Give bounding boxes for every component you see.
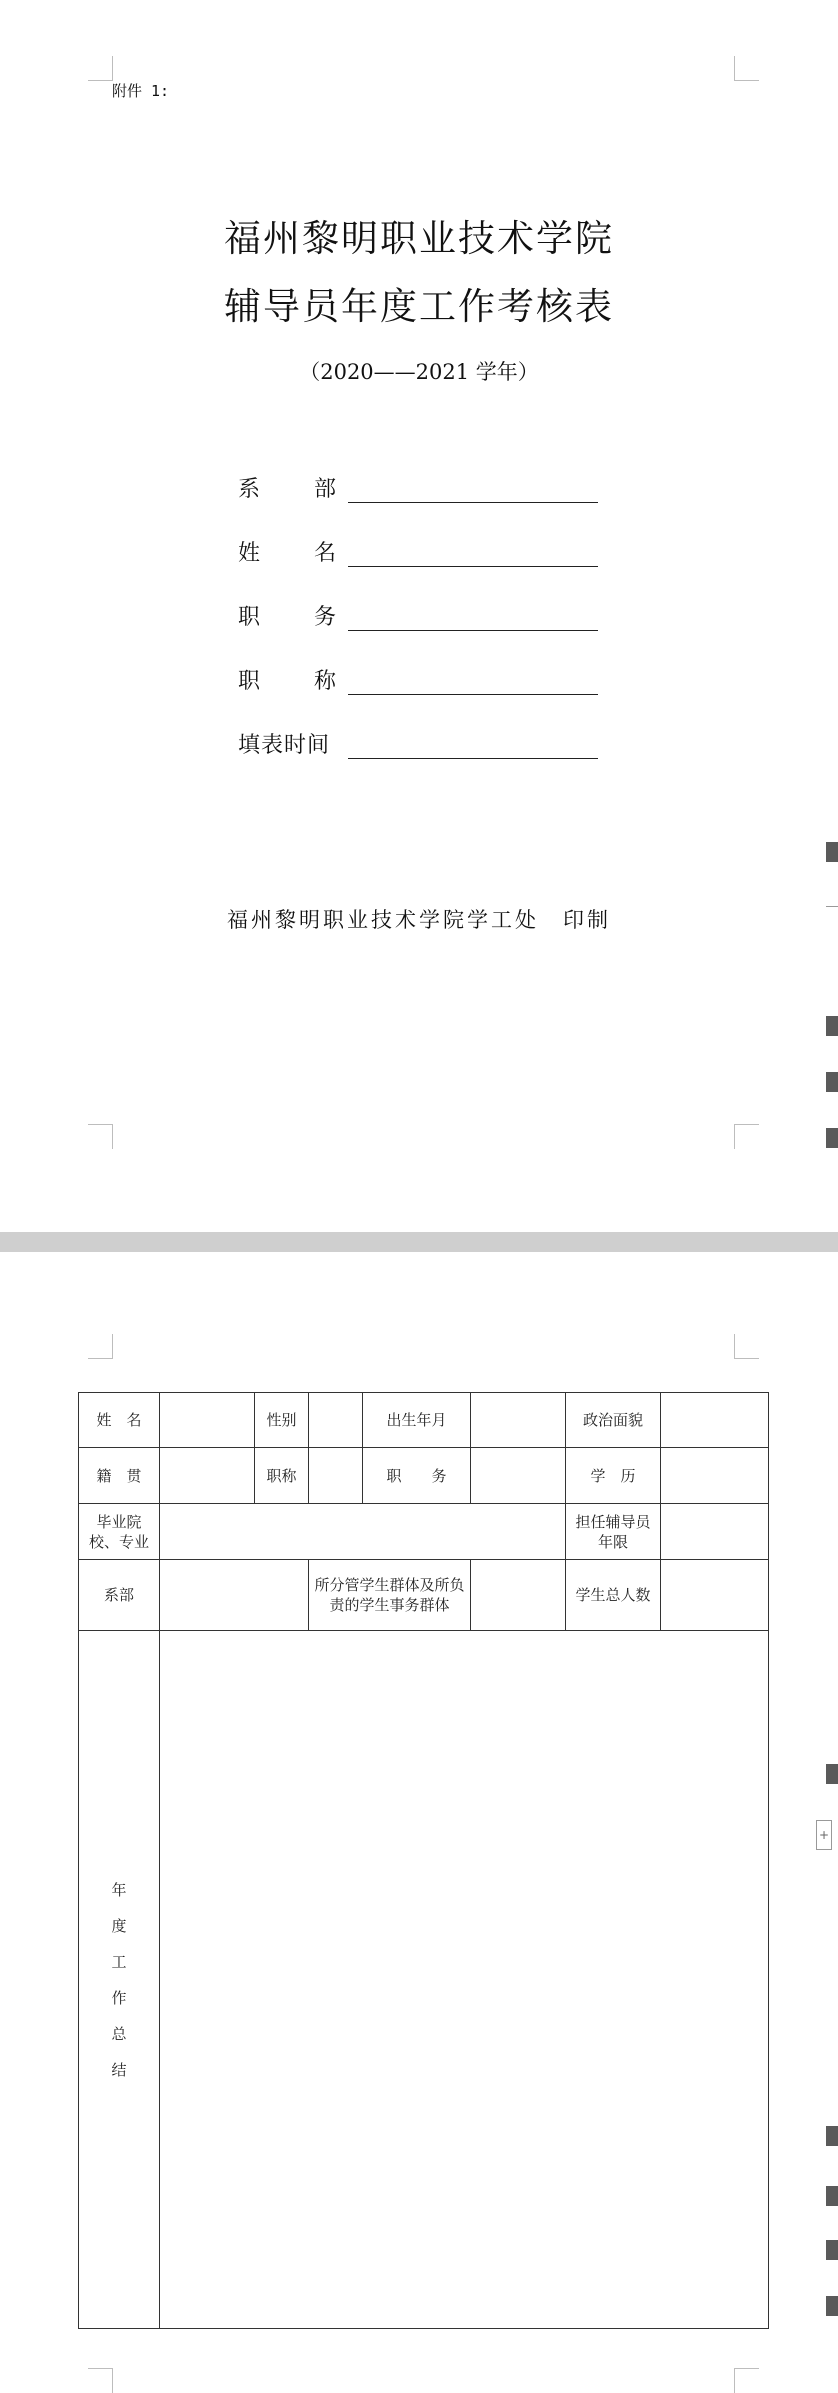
table-row — [79, 1504, 769, 1560]
title-school: 福州黎明职业技术学院 — [224, 217, 614, 260]
summary-input-area[interactable] — [160, 1631, 769, 2329]
scroll-marker — [826, 842, 838, 862]
expand-button[interactable]: + — [816, 1820, 832, 1850]
label-title: 职称 — [255, 1448, 309, 1504]
margin-corner — [88, 2368, 113, 2393]
input-cell[interactable] — [160, 1504, 566, 1560]
fill-line[interactable] — [348, 566, 598, 567]
assessment-table — [78, 1392, 769, 2329]
label-political: 政治面貌 — [566, 1393, 661, 1448]
input-cell[interactable] — [661, 1504, 769, 1560]
scroll-marker — [826, 1128, 838, 1148]
input-cell[interactable] — [160, 1448, 255, 1504]
table-row — [79, 1448, 769, 1504]
attachment-label: 附件 1: — [112, 82, 170, 100]
label-position: 职 务 — [363, 1448, 471, 1504]
label-school: 毕业院校、专业 — [79, 1504, 160, 1560]
title-form: 辅导员年度工作考核表 — [224, 285, 614, 328]
margin-corner — [88, 56, 113, 81]
margin-corner — [734, 2368, 759, 2393]
scroll-marker — [826, 2186, 838, 2206]
scroll-marker — [826, 1016, 838, 1036]
input-cell[interactable] — [309, 1448, 363, 1504]
label-dept: 系部 — [79, 1560, 160, 1631]
scroll-marker — [826, 2240, 838, 2260]
scroll-marker — [826, 2126, 838, 2146]
scroll-marker — [826, 906, 838, 907]
margin-corner — [88, 1124, 113, 1149]
input-cell[interactable] — [661, 1560, 769, 1631]
input-cell[interactable] — [471, 1393, 566, 1448]
label-education: 学 历 — [566, 1448, 661, 1504]
input-cell[interactable] — [661, 1393, 769, 1448]
table-row — [79, 1560, 769, 1631]
academic-year: （2020——2021 学年） — [299, 360, 539, 384]
page-separator — [0, 1232, 838, 1252]
label-annual-summary: 年 度 工 作 总 结 — [79, 1631, 160, 2329]
input-cell[interactable] — [309, 1393, 363, 1448]
margin-corner — [734, 1124, 759, 1149]
input-cell[interactable] — [471, 1560, 566, 1631]
margin-corner — [88, 1334, 113, 1359]
fill-line[interactable] — [348, 694, 598, 695]
margin-corner — [734, 1334, 759, 1359]
input-cell[interactable] — [471, 1448, 566, 1504]
fill-line[interactable] — [348, 758, 598, 759]
label-name: 姓 名 — [79, 1393, 160, 1448]
margin-corner — [734, 56, 759, 81]
label-students: 学生总人数 — [566, 1560, 661, 1631]
scroll-marker — [826, 1072, 838, 1092]
scroll-marker — [826, 2296, 838, 2316]
printer-credit: 福州黎明职业技术学院学工处 印制 — [227, 908, 611, 932]
table-row — [79, 1631, 769, 2329]
table-row — [79, 1393, 769, 1448]
fill-line[interactable] — [348, 630, 598, 631]
input-cell[interactable] — [160, 1560, 309, 1631]
scroll-marker — [826, 1764, 838, 1784]
label-groups: 所分管学生群体及所负责的学生事务群体 — [309, 1560, 471, 1631]
label-native: 籍 贯 — [79, 1448, 160, 1504]
fill-line[interactable] — [348, 502, 598, 503]
cover-page: 附件 1: 福州黎明职业技术学院 辅导员年度工作考核表 （2020——2021 学年） 系 部 姓 名 职 务 职 称 填表时间 福州黎明职业技术学院学工处 印制 — [0, 0, 838, 1232]
label-years: 担任辅导员年限 — [566, 1504, 661, 1560]
input-cell[interactable] — [661, 1448, 769, 1504]
input-cell[interactable] — [160, 1393, 255, 1448]
label-birth: 出生年月 — [363, 1393, 471, 1448]
label-gender: 性别 — [255, 1393, 309, 1448]
